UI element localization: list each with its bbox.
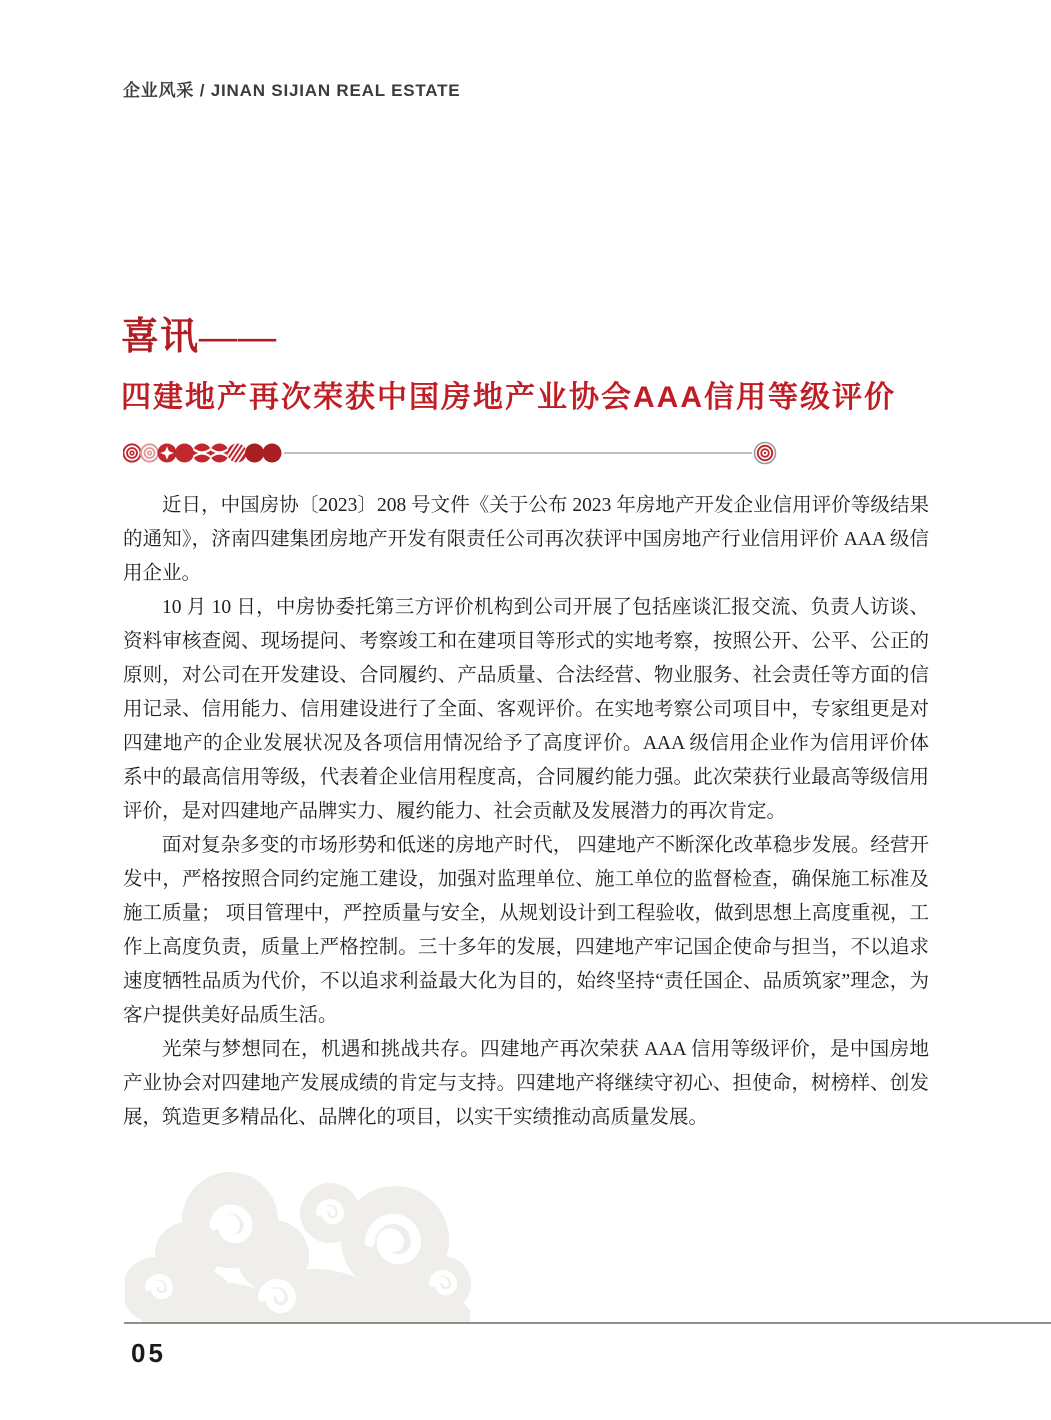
target-rings-icon xyxy=(123,444,140,461)
target-rings-light-icon xyxy=(141,444,158,461)
paragraph: 10 月 10 日，中房协委托第三方评价机构到公司开展了包括座谈汇报交流、负责人访谈、资料审核查阅、现场提问、考察竣工和在建项目等形式的实地考察，按照公开、公平、公正的原则，对公司在开发建设、合同履约、产品质量、合法经营、物业服务、社会责任等方面的信用记录、信用能力、信用建设进行了全面、客观评价。在实地考察公司项目中，专家组更是对四建地产的企业发展状况及各项信用情况给予了高度评价。AAA 级信用企业作为信用评价体系中的最高信用等级，代表着企业信用程度高，合同履约能力强。此次荣获行业最高等级信用评价，是对四建地产品牌实力、履约能力、社会贡献及发展潜力的再次肯定。 xyxy=(123,597,929,822)
paragraph: 近日，中国房协〔2023〕208 号文件《关于公布 2023 年房地产开发企业信用评价等级结果的通知》，济南四建集团房地产开发有限责任公司再次获评中国房地产行业信用评价 AAA 级信用企业。 xyxy=(123,495,929,584)
cloud-pattern-decoration xyxy=(125,1158,475,1323)
solid-circle-icon xyxy=(245,444,264,463)
divider-end-rings-icon xyxy=(755,443,776,464)
star-circle-icon xyxy=(158,444,177,463)
decorative-divider xyxy=(123,441,778,465)
paragraph: 面对复杂多变的市场形势和低迷的房地产时代， 四建地产不断深化改革稳步发展。经营开发中，严格按照合同约定施工建设，加强对监理单位、施工单位的监督检查，确保施工标准及施工质量； 项目管理中，严控质量与安全，从规划设计到工程验收，做到思想上高度重视，工作上高度负责，质量上严格控制。三十多年的发展，四建地产牢记国企使命与担当，不以追求速度牺牲品质为代价，不以追求利益最大化为目的，始终坚持“责任国企、品质筑家”理念，为客户提供美好品质生活。 xyxy=(123,835,929,1026)
wave-circle-icon xyxy=(192,444,212,463)
solid-circle-icon xyxy=(175,444,194,463)
article-body xyxy=(123,489,929,1135)
section-header: 企业风采 / JINAN SIJIAN REAL ESTATE xyxy=(123,81,461,100)
article-subtitle: 四建地产再次荣获中国房地产业协会AAA信用等级评价 xyxy=(121,381,896,414)
article-title: 喜讯—— xyxy=(121,316,278,358)
paragraph: 光荣与梦想同在，机遇和挑战共存。四建地产再次荣获 AAA 信用等级评价，是中国房地产业协会对四建地产发展成绩的肯定与支持。四建地产将继续守初心、担使命，树榜样、创发展，筑造更多精品化、品牌化的项目，以实干实绩推动高质量发展。 xyxy=(123,1039,929,1128)
footer-rule xyxy=(124,1322,1051,1324)
page-number: 05 xyxy=(131,1338,166,1368)
solid-circle-icon xyxy=(263,444,282,463)
wave-circle-icon xyxy=(210,444,230,463)
